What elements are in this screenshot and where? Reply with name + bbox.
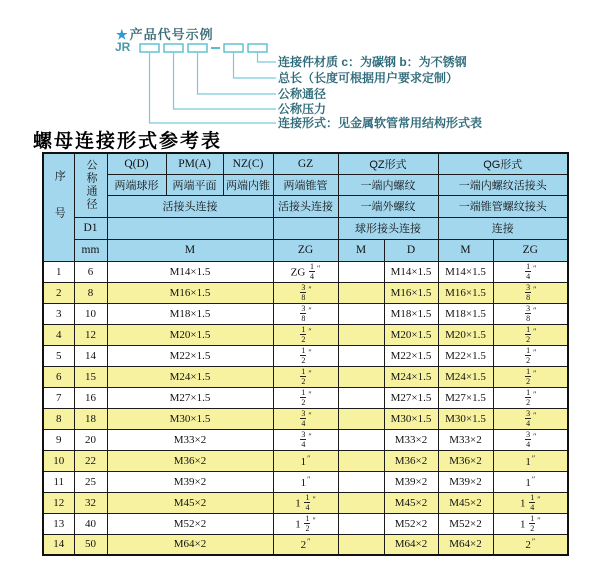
- cell-m-thread: M22×1.5: [107, 345, 273, 366]
- cell-seq: 14: [43, 534, 74, 555]
- cell-qz-d: M45×2: [384, 492, 438, 513]
- table-row: [43, 492, 568, 513]
- cell-dn-mm: 22: [74, 450, 107, 471]
- cell-qg-zg: $\frac{1}{4}$ ″: [493, 261, 568, 282]
- code-box-4: [224, 44, 243, 52]
- cell-gz-zg: $\frac{3}{8}$ ″: [273, 303, 338, 324]
- cell-gz-zg: ZG $\frac{1}{4}$ ″: [273, 261, 338, 282]
- header-mm: mm: [74, 239, 107, 261]
- cell-m-thread: M30×1.5: [107, 408, 273, 429]
- cell-gz-zg: 1 $\frac{1}{2}$ ″: [273, 513, 338, 534]
- table-header: [43, 153, 568, 261]
- cell-dn-mm: 14: [74, 345, 107, 366]
- leader-lines: [150, 52, 277, 123]
- code-box-3: [188, 44, 207, 52]
- table-row: [43, 429, 568, 450]
- cell-gz-zg: $\frac{1}{2}$ ″: [273, 387, 338, 408]
- cell-qz-d: M18×1.5: [384, 303, 438, 324]
- diagram-heading: [116, 24, 214, 43]
- cell-qg-zg: $\frac{1}{2}$ ″: [493, 387, 568, 408]
- cell-seq: 5: [43, 345, 74, 366]
- cell-seq: 4: [43, 324, 74, 345]
- cell-dn-mm: 15: [74, 366, 107, 387]
- table-row: [43, 387, 568, 408]
- diagram-heading-text: 产品代号示例: [129, 27, 214, 42]
- cell-qg-m: M22×1.5: [438, 345, 493, 366]
- cell-seq: 1: [43, 261, 74, 282]
- cell-qz-m: [338, 387, 384, 408]
- cell-gz-zg: 2″: [273, 534, 338, 555]
- table-row: [43, 513, 568, 534]
- cell-qg-zg: $\frac{1}{2}$ ″: [493, 345, 568, 366]
- diagram-label-length: 总长（长度可根据用户要求定制）: [278, 71, 459, 85]
- cell-qz-m: [338, 492, 384, 513]
- table-row: [43, 366, 568, 387]
- cell-qz-d: M14×1.5: [384, 261, 438, 282]
- cell-seq: 9: [43, 429, 74, 450]
- cell-qz-d: M36×2: [384, 450, 438, 471]
- leader-line-form: [150, 52, 277, 123]
- header-d1: D1: [74, 217, 107, 239]
- cell-dn-mm: 12: [74, 324, 107, 345]
- cell-qz-m: [338, 534, 384, 555]
- diagram-label-material: 连接件材质 c：为碳钢 b：为不锈钢: [278, 55, 467, 69]
- leader-line-material: [258, 52, 277, 62]
- cell-gz-zg: $\frac{3}{4}$ ″: [273, 408, 338, 429]
- star-icon: ★: [116, 27, 128, 42]
- leader-line-length: [234, 52, 277, 78]
- cell-qg-zg: 1 $\frac{1}{2}$ ″: [493, 513, 568, 534]
- header-empty-qpn: [107, 217, 273, 239]
- cell-qg-zg: 1″: [493, 471, 568, 492]
- cell-m-thread: M14×1.5: [107, 261, 273, 282]
- cell-qz-m: [338, 345, 384, 366]
- cell-qz-d: M30×1.5: [384, 408, 438, 429]
- diagram-label-dn: 公称通径: [278, 87, 327, 101]
- cell-m-thread: M27×1.5: [107, 387, 273, 408]
- table-row: [43, 450, 568, 471]
- cell-seq: 13: [43, 513, 74, 534]
- cell-seq: 3: [43, 303, 74, 324]
- cell-m-thread: M39×2: [107, 471, 273, 492]
- header-gz-ends: 两端锥管: [273, 174, 338, 195]
- cell-qg-m: M27×1.5: [438, 387, 493, 408]
- header-qg-connect: 连接: [438, 217, 568, 239]
- header-unit-qz-d: D: [384, 239, 438, 261]
- code-prefix: JR: [115, 40, 131, 54]
- cell-qz-m: [338, 282, 384, 303]
- cell-qz-d: M20×1.5: [384, 324, 438, 345]
- header-seq: 序号: [43, 153, 74, 261]
- table-row: [43, 534, 568, 555]
- code-box-5: [248, 44, 267, 52]
- table-title: 螺母连接形式参考表: [33, 131, 223, 152]
- header-unit-qz-m: M: [338, 239, 384, 261]
- header-empty-gz: [273, 217, 338, 239]
- diagram-label-form: 连接形式：见金属软管常用结构形式表: [278, 116, 483, 130]
- cell-qg-m: M24×1.5: [438, 366, 493, 387]
- cell-qz-m: [338, 303, 384, 324]
- cell-qg-zg: $\frac{3}{4}$ ″: [493, 429, 568, 450]
- cell-qg-zg: $\frac{3}{4}$ ″: [493, 408, 568, 429]
- cell-qz-m: [338, 366, 384, 387]
- header-col-q: Q(D): [107, 153, 166, 174]
- code-box-1: [140, 44, 159, 52]
- cell-qg-m: M64×2: [438, 534, 493, 555]
- cell-gz-zg: 1″: [273, 450, 338, 471]
- cell-dn-mm: 16: [74, 387, 107, 408]
- cell-m-thread: M33×2: [107, 429, 273, 450]
- cell-qg-zg: 1 $\frac{1}{4}$ ″: [493, 492, 568, 513]
- cell-gz-zg: $\frac{3}{8}$ ″: [273, 282, 338, 303]
- cell-qz-d: M27×1.5: [384, 387, 438, 408]
- header-q-ends: 两端球形: [107, 174, 166, 195]
- code-box-group: [140, 44, 267, 52]
- header-dn: 公称通径: [74, 153, 107, 217]
- cell-dn-mm: 8: [74, 282, 107, 303]
- header-col-nz: NZ(C): [223, 153, 273, 174]
- header-col-pm: PM(A): [166, 153, 223, 174]
- cell-qg-zg: $\frac{3}{8}$ ″: [493, 303, 568, 324]
- cell-qz-m: [338, 513, 384, 534]
- table-row: [43, 282, 568, 303]
- cell-qz-m: [338, 450, 384, 471]
- cell-qz-m: [338, 429, 384, 450]
- header-unit-m: M: [107, 239, 273, 261]
- header-qz-end1: 一端内螺纹: [338, 174, 438, 195]
- cell-qg-zg: 1″: [493, 450, 568, 471]
- cell-gz-zg: $\frac{1}{2}$ ″: [273, 366, 338, 387]
- table-row: [43, 303, 568, 324]
- cell-m-thread: M20×1.5: [107, 324, 273, 345]
- leader-line-pn: [174, 52, 277, 109]
- header-qg-end1: 一端内螺纹活接头: [438, 174, 568, 195]
- cell-seq: 11: [43, 471, 74, 492]
- code-box-2: [164, 44, 183, 52]
- cell-qg-m: M36×2: [438, 450, 493, 471]
- cell-qz-m: [338, 261, 384, 282]
- cell-seq: 8: [43, 408, 74, 429]
- cell-qg-m: M33×2: [438, 429, 493, 450]
- cell-qz-d: M33×2: [384, 429, 438, 450]
- cell-dn-mm: 32: [74, 492, 107, 513]
- header-qz-end2: 一端外螺纹: [338, 195, 438, 217]
- cell-qz-d: M24×1.5: [384, 366, 438, 387]
- cell-m-thread: M18×1.5: [107, 303, 273, 324]
- table-row: [43, 345, 568, 366]
- table-row: [43, 471, 568, 492]
- table-body: [43, 261, 568, 555]
- cell-qg-m: M16×1.5: [438, 282, 493, 303]
- cell-qg-zg: $\frac{1}{2}$ ″: [493, 366, 568, 387]
- cell-dn-mm: 50: [74, 534, 107, 555]
- cell-qz-d: M52×2: [384, 513, 438, 534]
- header-qz-connect: 球形接头连接: [338, 217, 438, 239]
- cell-qg-zg: 2″: [493, 534, 568, 555]
- header-union-joint: 活接头连接: [107, 195, 273, 217]
- header-unit-qg-m: M: [438, 239, 493, 261]
- cell-gz-zg: 1″: [273, 471, 338, 492]
- header-gz-joint: 活接头连接: [273, 195, 338, 217]
- cell-gz-zg: $\frac{3}{4}$ ″: [273, 429, 338, 450]
- cell-seq: 2: [43, 282, 74, 303]
- header-col-qz: QZ形式: [338, 153, 438, 174]
- cell-m-thread: M45×2: [107, 492, 273, 513]
- cell-qg-m: M20×1.5: [438, 324, 493, 345]
- cell-qz-d: M64×2: [384, 534, 438, 555]
- header-pm-ends: 两端平面: [166, 174, 223, 195]
- cell-seq: 7: [43, 387, 74, 408]
- cell-dn-mm: 6: [74, 261, 107, 282]
- leader-line-dn: [198, 52, 277, 94]
- table-row: [43, 408, 568, 429]
- cell-gz-zg: $\frac{1}{2}$ ″: [273, 345, 338, 366]
- cell-dn-mm: 18: [74, 408, 107, 429]
- cell-qg-m: M39×2: [438, 471, 493, 492]
- cell-gz-zg: 1 $\frac{1}{4}$ ″: [273, 492, 338, 513]
- cell-dn-mm: 20: [74, 429, 107, 450]
- table-row: [43, 324, 568, 345]
- cell-qg-zg: $\frac{3}{8}$ ″: [493, 282, 568, 303]
- cell-m-thread: M24×1.5: [107, 366, 273, 387]
- cell-qg-m: M52×2: [438, 513, 493, 534]
- nut-connection-table: [42, 152, 569, 556]
- cell-m-thread: M16×1.5: [107, 282, 273, 303]
- header-qg-end2: 一端锥管螺纹接头: [438, 195, 568, 217]
- cell-qg-m: M14×1.5: [438, 261, 493, 282]
- cell-gz-zg: $\frac{1}{2}$ ″: [273, 324, 338, 345]
- cell-dn-mm: 10: [74, 303, 107, 324]
- cell-qz-d: M22×1.5: [384, 345, 438, 366]
- cell-qz-d: M16×1.5: [384, 282, 438, 303]
- cell-qz-m: [338, 471, 384, 492]
- cell-qg-m: M18×1.5: [438, 303, 493, 324]
- cell-qg-zg: $\frac{1}{2}$ ″: [493, 324, 568, 345]
- header-nz-ends: 两端内锥: [223, 174, 273, 195]
- header-unit-zg: ZG: [273, 239, 338, 261]
- cell-qz-m: [338, 324, 384, 345]
- cell-qg-m: M30×1.5: [438, 408, 493, 429]
- cell-qg-m: M45×2: [438, 492, 493, 513]
- diagram-label-pn: 公称压力: [278, 102, 327, 116]
- header-col-gz: GZ: [273, 153, 338, 174]
- cell-m-thread: M52×2: [107, 513, 273, 534]
- cell-m-thread: M64×2: [107, 534, 273, 555]
- cell-seq: 12: [43, 492, 74, 513]
- cell-qz-d: M39×2: [384, 471, 438, 492]
- cell-seq: 10: [43, 450, 74, 471]
- table-row: [43, 261, 568, 282]
- header-unit-qg-zg: ZG: [493, 239, 568, 261]
- cell-dn-mm: 25: [74, 471, 107, 492]
- cell-qz-m: [338, 408, 384, 429]
- cell-m-thread: M36×2: [107, 450, 273, 471]
- cell-seq: 6: [43, 366, 74, 387]
- header-col-qg: QG形式: [438, 153, 568, 174]
- cell-dn-mm: 40: [74, 513, 107, 534]
